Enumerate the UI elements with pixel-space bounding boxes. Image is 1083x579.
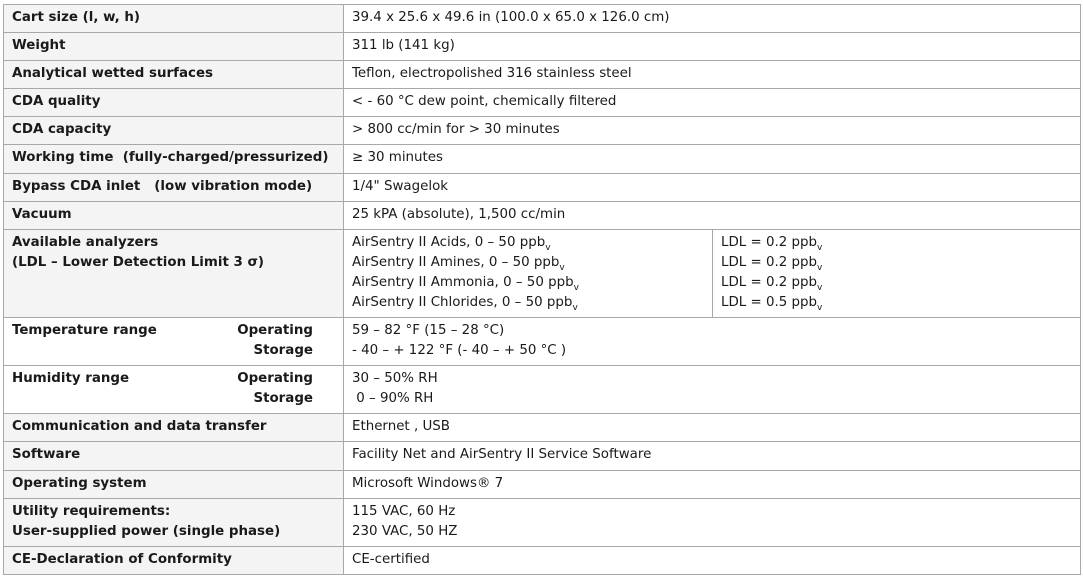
analyzer-names-cell bbox=[344, 229, 713, 317]
spec-value: > 800 cc/min for > 30 minutes bbox=[344, 117, 1081, 145]
utility-label-cell bbox=[4, 498, 344, 546]
ce-value: CE-certified bbox=[344, 546, 1081, 574]
spec-value: Teflon, electropolished 316 stainless steel bbox=[344, 61, 1081, 89]
spec-label: Cart size (l, w, h) bbox=[4, 5, 344, 33]
temperature-storage-value: - 40 – + 122 °F (- 40 – + 50 °C ) bbox=[352, 343, 567, 359]
utility-value-line1: 115 VAC, 60 Hz bbox=[352, 503, 456, 519]
spec-label: Operating system bbox=[4, 470, 344, 498]
table-row bbox=[4, 5, 1081, 33]
spec-value: Facility Net and AirSentry II Service Software bbox=[344, 442, 1081, 470]
humidity-operating-label: Operating bbox=[237, 371, 313, 387]
humidity-label-cell bbox=[4, 366, 344, 414]
humidity-row bbox=[4, 366, 1081, 414]
analyzer-name: AirSentry II Ammonia, 0 – 50 ppb$_v$ bbox=[352, 274, 579, 293]
spec-value: 1/4" Swagelok bbox=[344, 173, 1081, 201]
analyzers-label-line1: Available analyzers bbox=[12, 234, 159, 250]
spec-value: Microsoft Windows® 7 bbox=[344, 470, 1081, 498]
temperature-row bbox=[4, 318, 1081, 366]
spec-value: 25 kPA (absolute), 1,500 cc/min bbox=[344, 201, 1081, 229]
humidity-storage-label: Storage bbox=[253, 391, 313, 407]
analyzer-name: AirSentry II Chlorides, 0 – 50 ppb$_v$ bbox=[352, 294, 578, 313]
humidity-value-cell bbox=[344, 366, 1081, 414]
spec-value: 39.4 x 25.6 x 49.6 in (100.0 x 65.0 x 126.0 cm) bbox=[344, 5, 1081, 33]
table-row bbox=[4, 33, 1081, 61]
spec-label: Bypass CDA inlet (low vibration mode) bbox=[4, 173, 344, 201]
table-row bbox=[4, 145, 1081, 173]
spec-label: Software bbox=[4, 442, 344, 470]
temperature-storage-label: Storage bbox=[253, 343, 313, 359]
analyzer-ldl: LDL = 0.5 ppb$_v$ bbox=[721, 294, 823, 313]
analyzers-label-line2: (LDL – Lower Detection Limit 3 σ) bbox=[12, 254, 265, 270]
table-row bbox=[4, 89, 1081, 117]
spec-value: ≥ 30 minutes bbox=[344, 145, 1081, 173]
utility-row bbox=[4, 498, 1081, 546]
ce-label: CE-Declaration of Conformity bbox=[4, 546, 344, 574]
spec-label: Working time (fully-charged/pressurized) bbox=[4, 145, 344, 173]
spec-label: Communication and data transfer bbox=[4, 414, 344, 442]
utility-value-line2: 230 VAC, 50 HZ bbox=[352, 523, 458, 539]
table-row bbox=[4, 546, 1081, 574]
specifications-table bbox=[3, 4, 1081, 575]
spec-value: 311 lb (141 kg) bbox=[344, 33, 1081, 61]
table-row bbox=[4, 201, 1081, 229]
temperature-value-cell bbox=[344, 318, 1081, 366]
table-row bbox=[4, 173, 1081, 201]
spec-label: Weight bbox=[4, 33, 344, 61]
analyzer-name: AirSentry II Acids, 0 – 50 ppb$_v$ bbox=[352, 234, 551, 253]
table-row bbox=[4, 442, 1081, 470]
spec-label: Analytical wetted surfaces bbox=[4, 61, 344, 89]
spec-label: Vacuum bbox=[4, 201, 344, 229]
temperature-label-cell bbox=[4, 318, 344, 366]
temperature-label: Temperature range bbox=[12, 323, 157, 339]
spec-value: Ethernet , USB bbox=[344, 414, 1081, 442]
spec-value: < - 60 °C dew point, chemically filtered bbox=[344, 89, 1081, 117]
utility-value-cell bbox=[344, 498, 1081, 546]
table-row bbox=[4, 414, 1081, 442]
utility-label-line2: User-supplied power (single phase) bbox=[12, 523, 281, 539]
analyzer-ldl: LDL = 0.2 ppb$_v$ bbox=[721, 274, 823, 293]
table-row bbox=[4, 117, 1081, 145]
analyzers-label bbox=[4, 229, 344, 317]
humidity-operating-value: 30 – 50% RH bbox=[352, 371, 438, 387]
temperature-operating-value: 59 – 82 °F (15 – 28 °C) bbox=[352, 323, 505, 339]
analyzer-name: AirSentry II Amines, 0 – 50 ppb$_v$ bbox=[352, 254, 565, 273]
analyzer-ldl: LDL = 0.2 ppb$_v$ bbox=[721, 254, 823, 273]
spec-label: CDA capacity bbox=[4, 117, 344, 145]
analyzers-row bbox=[4, 229, 1081, 317]
utility-label-line1: Utility requirements: bbox=[12, 503, 171, 519]
spec-label: CDA quality bbox=[4, 89, 344, 117]
analyzer-ldl-cell bbox=[713, 229, 1081, 317]
table-row bbox=[4, 61, 1081, 89]
humidity-label: Humidity range bbox=[12, 371, 130, 387]
table-row bbox=[4, 470, 1081, 498]
temperature-operating-label: Operating bbox=[237, 323, 313, 339]
analyzer-ldl: LDL = 0.2 ppb$_v$ bbox=[721, 234, 823, 253]
humidity-storage-value: 0 – 90% RH bbox=[352, 391, 434, 407]
